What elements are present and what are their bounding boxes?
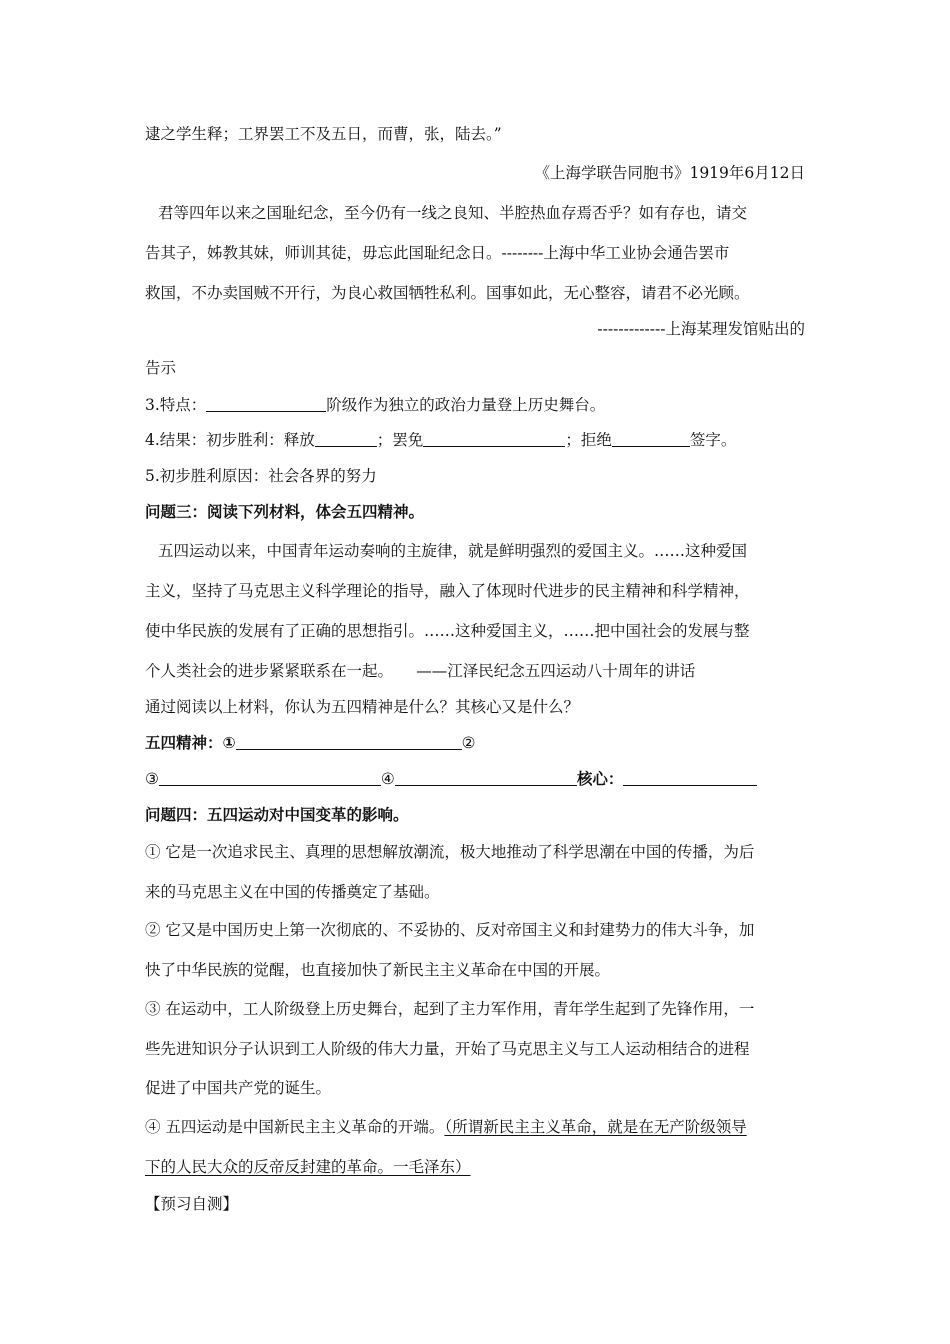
item-text: ；拒绝 bbox=[565, 431, 612, 449]
item-text: 阶级作为独立的政治力量登上历史舞台。 bbox=[326, 396, 606, 414]
text-line: 促进了中国共产党的诞生。 bbox=[145, 1079, 332, 1097]
item-label: 4.结果：初步胜利：释放 bbox=[145, 431, 315, 449]
text-line: 来的马克思主义在中国的传播奠定了基础。 bbox=[145, 883, 440, 901]
underlined-quote: 下的人民大众的反帝反封建的革命。一毛泽东） bbox=[145, 1158, 471, 1176]
underlined-quote: （所谓新民主主义革命，就是在无产阶级领导 bbox=[444, 1118, 747, 1136]
item-label: 核心： bbox=[576, 770, 624, 788]
source-citation: 《上海学联告同胞书》1919年6月12日 bbox=[534, 164, 805, 182]
item-label: 五四精神：① bbox=[145, 734, 236, 752]
answer-blank[interactable] bbox=[612, 430, 690, 447]
question-text: 通过阅读以上材料，你认为五四精神是什么？其核心又是什么？ bbox=[145, 698, 580, 716]
text-line: 个人类社会的进步紧紧联系在一起。 ——江泽民纪念五四运动八十周年的讲话 bbox=[145, 662, 696, 680]
text-line: 君等四年以来之国耻纪念，至今仍有一线之良知、半腔热血存焉否乎？如有存也，请交 bbox=[158, 204, 748, 222]
text-line: ① 它是一次追求民主、真理的思想解放潮流，极大地推动了科学思潮在中国的传播，为后 bbox=[145, 843, 755, 861]
answer-blank[interactable] bbox=[159, 769, 381, 786]
text-line: 告示 bbox=[145, 359, 177, 377]
item-text: ；罢免 bbox=[376, 431, 424, 449]
answer-blank[interactable] bbox=[236, 733, 462, 750]
text-line: 主义，坚持了马克思主义科学理论的指导，融入了体现时代进步的民主精神和科学精神， bbox=[145, 582, 750, 600]
answer-blank[interactable] bbox=[623, 769, 757, 786]
text-line: 5.初步胜利原因：社会各界的努力 bbox=[145, 467, 377, 485]
section-heading: 问题三：阅读下列材料，体会五四精神。 bbox=[145, 503, 425, 521]
text-line: 使中华民族的发展有了正确的思想指引。……这种爱国主义，……把中国社会的发展与整 bbox=[145, 622, 750, 640]
text-line: 救国，不办卖国贼不开行，为良心救国牺牲私利。国事如此，无心整容，请君不必光顾。 bbox=[145, 284, 750, 302]
answer-blank[interactable] bbox=[395, 769, 577, 786]
item-label: 3.特点： bbox=[145, 396, 207, 414]
item-text: ④ 五四运动是中国新民主主义革命的开端。 bbox=[145, 1118, 445, 1136]
section-heading: 【预习自测】 bbox=[145, 1195, 239, 1213]
text-line: ② 它又是中国历史上第一次彻底的、不妥协的、反对帝国主义和封建势力的伟大斗争，加 bbox=[145, 921, 755, 939]
fill-in-line-spirit-2 bbox=[145, 769, 757, 789]
item-text: 签字。 bbox=[689, 431, 737, 449]
item-text: ④ bbox=[380, 770, 395, 788]
item-text: ② bbox=[461, 734, 476, 752]
source-citation: -------------上海某理发馆贴出的 bbox=[597, 320, 805, 338]
fill-in-line-spirit bbox=[145, 733, 476, 753]
fill-in-line-result bbox=[145, 430, 736, 450]
text-line bbox=[145, 1117, 747, 1137]
text-line: 些先进知识分子认识到工人阶级的伟大力量，开始了马克思主义与工人运动相结合的进程 bbox=[145, 1040, 750, 1058]
text-line: 告其子，姊教其妹，师训其徒，毋忘此国耻纪念日。--------上海中华工业协会通告罢市 bbox=[145, 244, 730, 262]
text-line: 快了中华民族的觉醒，也直接加快了新民主主义革命在中国的开展。 bbox=[145, 961, 611, 979]
text-line: ③ 在运动中，工人阶级登上历史舞台，起到了主力军作用，青年学生起到了先锋作用，一 bbox=[145, 1000, 755, 1018]
answer-blank[interactable] bbox=[423, 430, 565, 447]
text-line: 逮之学生释；工界罢工不及五日，而曹，张，陆去。” bbox=[145, 125, 502, 143]
answer-blank[interactable] bbox=[206, 395, 326, 412]
answer-blank[interactable] bbox=[315, 430, 377, 447]
section-heading: 问题四：五四运动对中国变革的影响。 bbox=[145, 806, 409, 824]
item-text: ③ bbox=[145, 770, 159, 788]
text-line: 五四运动以来，中国青年运动奏响的主旋律，就是鲜明强烈的爱国主义。……这种爱国 bbox=[158, 542, 748, 560]
fill-in-line-feature bbox=[145, 395, 605, 415]
